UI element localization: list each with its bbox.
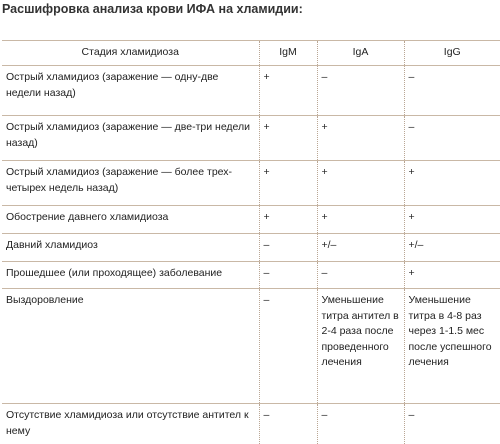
table-row <box>2 66 500 116</box>
igg-cell: +/– <box>404 234 500 262</box>
stage-cell: Давний хламидиоз <box>2 234 259 262</box>
page-title: Расшифровка анализа крови ИФА на хламидии: <box>2 2 303 16</box>
column-header-iga: IgA <box>317 41 404 66</box>
iga-cell: + <box>317 206 404 234</box>
iga-cell: – <box>317 262 404 289</box>
iga-cell: – <box>317 404 404 444</box>
igm-cell: + <box>259 206 317 234</box>
table-row <box>2 116 500 161</box>
iga-cell: Уменьшение титра антител в 2-4 раза после проведенного лечения <box>317 289 404 404</box>
igg-cell: + <box>404 262 500 289</box>
igg-cell: – <box>404 404 500 444</box>
iga-cell: +/– <box>317 234 404 262</box>
igm-cell: + <box>259 116 317 161</box>
igg-cell: – <box>404 116 500 161</box>
igg-cell: – <box>404 66 500 116</box>
igm-cell: – <box>259 404 317 444</box>
igg-cell: Уменьшение титра в 4-8 раз через 1-1.5 мес после успешного лечения <box>404 289 500 404</box>
table-row <box>2 289 500 404</box>
stage-cell: Острый хламидиоз (заражение — одну-две недели назад) <box>2 66 259 116</box>
table-row <box>2 161 500 206</box>
table-row <box>2 404 500 444</box>
results-table <box>2 40 500 444</box>
table-header-row <box>2 41 500 66</box>
table-row <box>2 206 500 234</box>
stage-cell: Прошедшее (или проходящее) заболевание <box>2 262 259 289</box>
stage-cell: Отсутствие хламидиоза или отсутствие антител к нему <box>6 409 249 437</box>
table-row <box>2 234 500 262</box>
column-header-stage: Стадия хламидиоза <box>2 41 259 66</box>
igm-cell: – <box>259 289 317 404</box>
igg-cell: + <box>404 161 500 206</box>
igm-cell: – <box>259 262 317 289</box>
iga-cell: – <box>317 66 404 116</box>
iga-cell: + <box>317 161 404 206</box>
table-row <box>2 262 500 289</box>
column-header-igm: IgM <box>259 41 317 66</box>
igg-cell: + <box>404 206 500 234</box>
stage-cell: Острый хламидиоз (заражение — более трех-четырех недель назад) <box>2 161 259 206</box>
iga-cell: + <box>317 116 404 161</box>
igm-cell: + <box>259 161 317 206</box>
stage-cell: Обострение давнего хламидиоза <box>2 206 259 234</box>
stage-cell: Выздоровление <box>2 289 259 404</box>
stage-cell: Острый хламидиоз (заражение — две-три недели назад) <box>2 116 259 161</box>
column-header-igg: IgG <box>404 41 500 66</box>
igm-cell: – <box>259 234 317 262</box>
igm-cell: + <box>259 66 317 116</box>
